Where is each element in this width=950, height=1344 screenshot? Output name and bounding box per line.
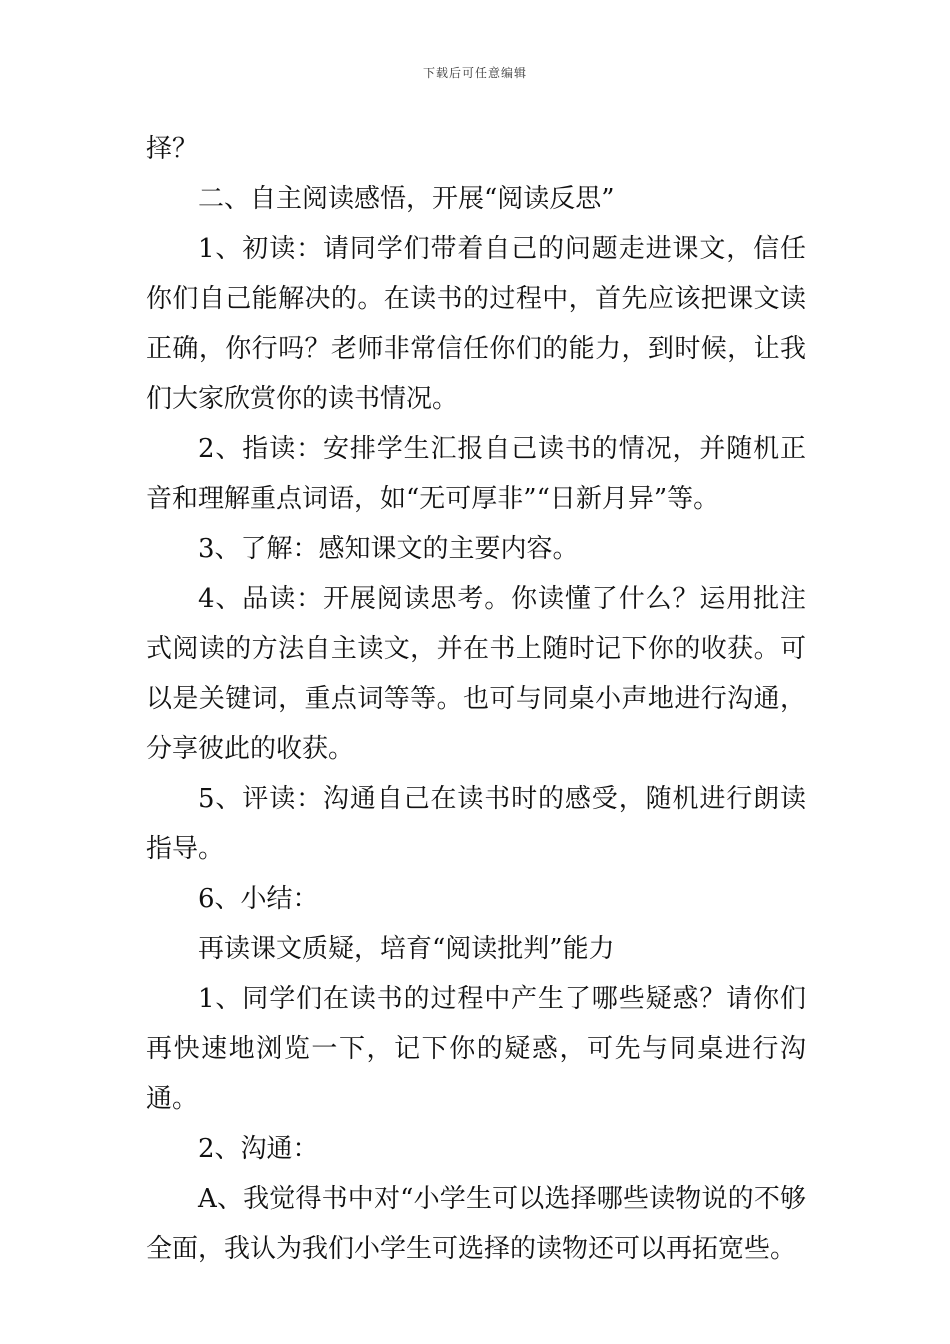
paragraph: 5、评读：沟通自己在读书时的感受，随机进行朗读指导。: [146, 784, 806, 864]
section-heading: 二、自主阅读感悟，开展“阅读反思”: [198, 184, 615, 214]
paragraph: 2、指读：安排学生汇报自己读书的情况，并随机正音和理解重点词语，如“无可厚非”“日新月异”等。: [146, 434, 806, 514]
paragraph: 择？: [146, 134, 199, 164]
paragraph: 4、品读：开展阅读思考。你读懂了什么？运用批注式阅读的方法自主读文，并在书上随时记下你的收获。可以是关键词，重点词等等。也可与同桌小声地进行沟通，分享彼此的收获。: [146, 584, 806, 764]
paragraph: 6、小结：: [198, 884, 319, 914]
paragraph: 1、同学们在读书的过程中产生了哪些疑惑？请你们再快速地浏览一下，记下你的疑惑，可先与同桌进行沟通。: [146, 984, 806, 1114]
page-header: 下载后可任意编辑: [422, 66, 527, 80]
paragraph: 3、了解：感知课文的主要内容。: [198, 534, 579, 564]
paragraph: A、我觉得书中对“小学生可以选择哪些读物说的不够全面，我认为我们小学生可选择的读物还可以再拓宽些。: [146, 1184, 806, 1264]
paragraph: 1、初读：请同学们带着自己的问题走进课文，信任你们自己能解决的。在读书的过程中，首先应该把课文读正确，你行吗？老师非常信任你们的能力，到时候，让我们大家欣赏你的读书情况。: [146, 234, 806, 414]
document-body: [146, 124, 806, 1274]
section-heading: 再读课文质疑，培育“阅读批判”能力: [198, 934, 615, 964]
paragraph: 2、沟通：: [198, 1134, 319, 1164]
